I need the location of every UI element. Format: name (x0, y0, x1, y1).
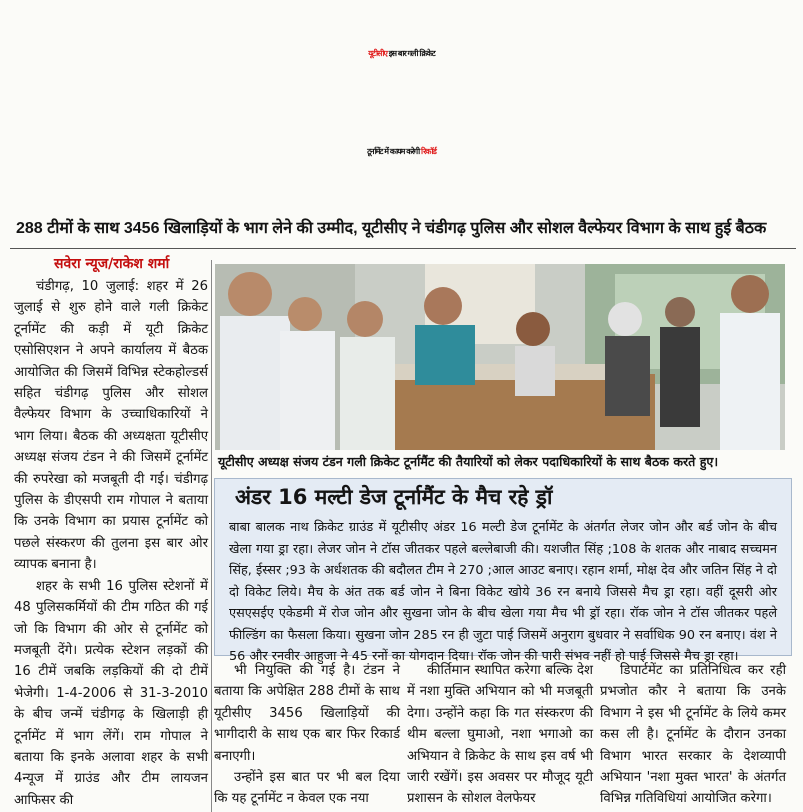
article-column-1 (14, 276, 208, 812)
sidebar-story-title: अंडर 16 मल्टी डेज टूर्नामैंट के मैच रहे ड्रॉ (235, 485, 553, 509)
sidebar-story-text: बाबा बालक नाथ क्रिकेट ग्राउंड में यूटीसीए अंडर 16 मल्टी डेज टूर्नामेंट के अंतर्गत लेजर जोन और बर्ड जोन के बीच खेला गया ड्रा रहा। लेजर जोन ने टॉस जीतकर पहले बल्लेबाजी की। यशजीत सिंह ;108 के शतक और नाबाद सच्चमन सिंह, ईस्सर ;93 के अर्धशतक की बदौलत टीम ने 270 ;आल आउट बनाए। रहान शर्मा, मोक्ष देव और जतिन सिंह ने दो दो विकेट लिये। मैच के अंत तक बर्ड जोन ने बिना विकेट खोये 36 रन बनाये जिससे मैच ड्रा रहा। वहीं दूसरी ओर एसएसईए एकेडमी में रोज जोन और सुखना जोन के बीच खेला गया मैच भी ड्रॉ रहा। रॉक जोन ने टॉस जीतकर पहले फील्डिंग का फैसला किया। सुखना जोन 285 रन ही जुटा पाई जिसमें अनुराग बुधवार ने सर्वाधिक 90 रन बनाए। वंश ने 56 और रनवीर आहुजा ने 45 रनों का योगदान दिया। रॉक जोन की पारी संभव नहीं हो पाई जिससे मैच ड्रा रहा। (229, 520, 777, 664)
article-paragraph: चंडीगढ़, 10 जुलाई: शहर में 26 जुलाई से शुरु होने वाले गली क्रिकेट टूर्नामेंट की कड़ी में यूटी क्रिकेट एसोसिएशन ने अपने कार्यालय में बैठक आयोजित की जिसमें विभिन्न स्टेकहोल्डर्स सहित चंडीगढ़ पुलिस और सोशल वैल्फेयर विभाग के उच्चाधिकारियों ने भाग लिया। बैठक की अध्यक्षता यूटीसीए अध्यक्ष संजय टंडन ने की जिसमें टूर्नामेंट की रुपरेखा को मजबूती दी गई। चंडीगढ़ पुलिस के डीएसपी राम गोपाल ने बताया कि उनके विभाग का प्रयास टूर्नामेंट को पछले संस्करण की तुलना इस बार ओर व्यापक बनाना है। (14, 279, 208, 573)
article-column-2 (214, 660, 400, 812)
column-divider (211, 260, 212, 812)
meeting-photo-illustration (215, 264, 785, 450)
article-column-3 (407, 660, 593, 812)
headline-red-word: यूटीसीए (368, 49, 387, 58)
article-paragraph: शहर के सभी 16 पुलिस स्टेशनों में 48 पुलिसकर्मियों की टीम गठित की गई जो कि विभाग की ओर से टूर्नामेंट को मजबूती देंगे। प्रत्येक स्टेशन लड़कों की 16 टीमें जबकि लड़कियों की दो टीमें भेजेगी। 1-4-2006 से 31-3-2010 के बीच जन्में चंडीगढ़ के खिलाड़ी ही टूर्नामेंट में भाग लेंगें। राम गोपाल ने बताया कि इनके अलावा शहर के सभी 4न्यूज में ग्राउंड और टीम लायजन आफिसर की (14, 578, 208, 808)
meeting-photo (215, 264, 785, 450)
photo-caption: यूटीसीए अध्यक्ष संजय टंडन गली क्रिकेट टूर्नामैंट की तैयारियों को लेकर पदाधिकारियों के साथ बैठक करते हुए। (218, 454, 719, 469)
article-column-4 (600, 660, 786, 812)
article-paragraph: उन्होंने इस बात पर भी बल दिया कि यह टूर्नामेंट न केवल एक नया (214, 770, 400, 807)
article-paragraph: भी नियुक्ति की गई है। टंडन ने बताया कि अपेक्षित 288 टीमों के साथ यूटीसीए 3456 खिलाड़ियों की भागीदारी के साथ एक बार फिर रिकार्ड बनाएगी। (214, 663, 400, 764)
article-paragraph: डिपार्टमेंट का प्रतिनिधित्व कर रही प्रभजोत कौर ने बताया कि उनके विभाग ने इस भी टूर्नामेंट के लिये कमर कस ली है। टूर्नामेंट के दौरान उनका विभाग भारत सरकार के देशव्यापी अभियान 'नशा मुक्त भारत' के अंतर्गत विभिन्न गतिविधियां आयोजित करेगा। (600, 663, 786, 807)
subheadline: 288 टीमों के साथ 3456 खिलाड़ियों के भाग लेने की उम्मीद, यूटीसीए ने चंडीगढ़ पुलिस और सोशल वैल्फेयर विभाग के साथ हुई बैठक (16, 220, 767, 237)
sidebar-story-box (214, 478, 792, 664)
headline-text: इस बार गली क्रिकेट (388, 49, 435, 58)
byline: सवेरा न्यूज/राकेश शर्मा (54, 256, 170, 272)
headline-text: टूर्नामेंट में कायम करेगी (367, 147, 420, 156)
article-paragraph: कीर्तिमान स्थापित करेगा बल्कि देश में नशा मुक्ति अभियान को भी मजबूती देगा। उन्होंने कहा कि गत संस्करण की थीम बल्ला घुमाओ, नशा भगाओ का अभियान वे क्रिकेट के साथ इस वर्ष भी जारी रखेंगें। इस अवसर पर मौजूद यूटी प्रशासन के सोशल वेलफेयर (407, 663, 593, 807)
headline-red-word: रिकॉर्ड (421, 147, 436, 156)
headline-line-1 (0, 4, 803, 104)
subheadline-divider (10, 248, 796, 249)
headline-line-2 (0, 102, 803, 202)
